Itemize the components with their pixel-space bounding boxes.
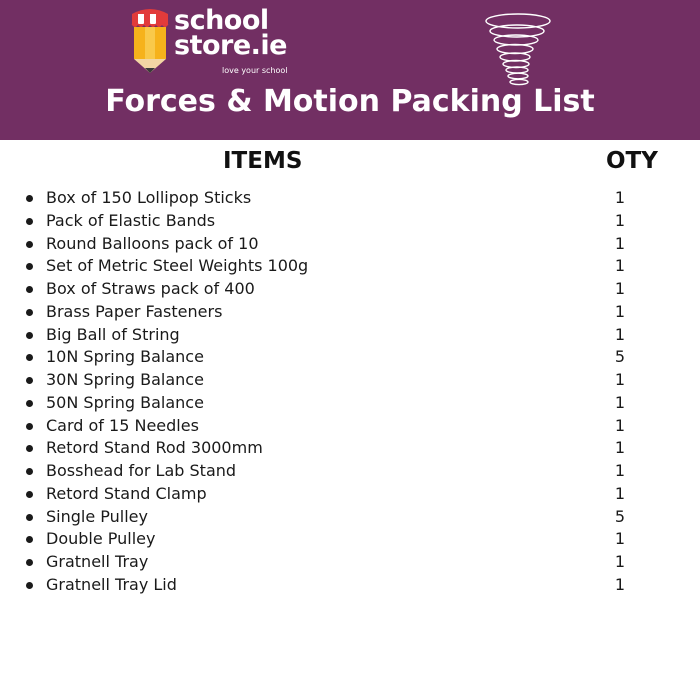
- list-item: [0, 301, 700, 324]
- item-qty: 1: [614, 256, 626, 276]
- brand-wordmark: [174, 5, 287, 61]
- item-name: Gratnell Tray Lid: [46, 574, 177, 594]
- bullet-icon: [26, 582, 33, 589]
- list-item: [0, 415, 700, 438]
- item-qty: 1: [614, 279, 626, 298]
- bullet-icon: [26, 400, 33, 407]
- schoolstore-logo: [128, 6, 288, 78]
- item-name: Single Pulley: [46, 506, 148, 526]
- list-item: [0, 528, 700, 551]
- item-name: Card of 15 Needles: [46, 415, 199, 435]
- item-name: Retord Stand Clamp: [46, 483, 207, 503]
- item-name: Big Ball of String: [46, 324, 180, 344]
- list-item: [0, 233, 700, 256]
- item-name: Brass Paper Fasteners: [46, 301, 223, 321]
- item-qty: 1: [614, 301, 626, 321]
- item-qty: 1: [614, 233, 626, 253]
- items-column-header: ITEMS: [223, 148, 303, 174]
- list-item: [0, 324, 700, 347]
- bullet-icon: [26, 286, 33, 293]
- bullet-icon: [26, 241, 33, 248]
- list-item: [0, 187, 700, 210]
- bullet-icon: [26, 218, 33, 225]
- list-item: [0, 483, 700, 506]
- bullet-icon: [26, 263, 33, 270]
- item-name: 30N Spring Balance: [46, 370, 204, 389]
- bullet-icon: [26, 536, 33, 543]
- item-qty: 1: [614, 210, 626, 230]
- item-name: 10N Spring Balance: [46, 347, 204, 367]
- item-qty: 1: [614, 552, 626, 571]
- item-qty: 1: [614, 483, 626, 503]
- item-name: Box of 150 Lollipop Sticks: [46, 188, 252, 207]
- item-qty: 5: [614, 347, 626, 367]
- qty-column-header: OTY: [606, 148, 658, 174]
- item-name: Pack of Elastic Bands: [46, 210, 216, 230]
- list-item: [0, 346, 700, 369]
- bullet-icon: [26, 354, 33, 361]
- list-item: [0, 369, 700, 392]
- item-name: 50N Spring Balance: [46, 392, 204, 412]
- item-qty: 1: [614, 188, 626, 207]
- bullet-icon: [26, 309, 33, 316]
- list-item: [0, 574, 700, 597]
- packing-list: [0, 187, 700, 597]
- item-name: Gratnell Tray: [46, 552, 149, 571]
- list-item: [0, 437, 700, 460]
- item-name: Set of Metric Steel Weights 100g: [46, 256, 309, 276]
- page-title: Forces & Motion Packing List: [105, 84, 595, 119]
- item-name: Round Balloons pack of 10: [46, 233, 259, 253]
- bullet-icon: [26, 423, 33, 430]
- item-name: Bosshead for Lab Stand: [46, 461, 237, 480]
- item-qty: 1: [614, 324, 626, 344]
- list-item: [0, 255, 700, 278]
- item-qty: 1: [614, 529, 626, 549]
- item-qty: 1: [614, 392, 626, 412]
- item-qty: 1: [614, 370, 626, 389]
- brand-line-1: school: [174, 5, 269, 36]
- item-name: Retord Stand Rod 3000mm: [46, 438, 263, 458]
- item-name: Box of Straws pack of 400: [46, 279, 255, 298]
- list-item: [0, 210, 700, 233]
- bullet-icon: [26, 559, 33, 566]
- list-item: [0, 392, 700, 415]
- list-item: [0, 551, 700, 574]
- bullet-icon: [26, 332, 33, 339]
- item-qty: 1: [614, 574, 626, 594]
- bullet-icon: [26, 468, 33, 475]
- spring-spiral-icon: [482, 12, 554, 88]
- bullet-icon: [26, 377, 33, 384]
- pencil-shop-icon: [128, 6, 172, 76]
- list-item: [0, 460, 700, 483]
- header-banner: [0, 0, 700, 140]
- item-qty: 1: [614, 461, 626, 480]
- brand-tagline: love your school: [222, 66, 288, 75]
- brand-line-2: store.ie: [174, 30, 287, 61]
- bullet-icon: [26, 445, 33, 452]
- bullet-icon: [26, 195, 33, 202]
- item-name: Double Pulley: [46, 529, 156, 549]
- bullet-icon: [26, 491, 33, 498]
- bullet-icon: [26, 514, 33, 521]
- item-qty: 1: [614, 438, 626, 458]
- list-item: [0, 506, 700, 529]
- list-item: [0, 278, 700, 301]
- item-qty: 1: [614, 415, 626, 435]
- item-qty: 5: [614, 506, 626, 526]
